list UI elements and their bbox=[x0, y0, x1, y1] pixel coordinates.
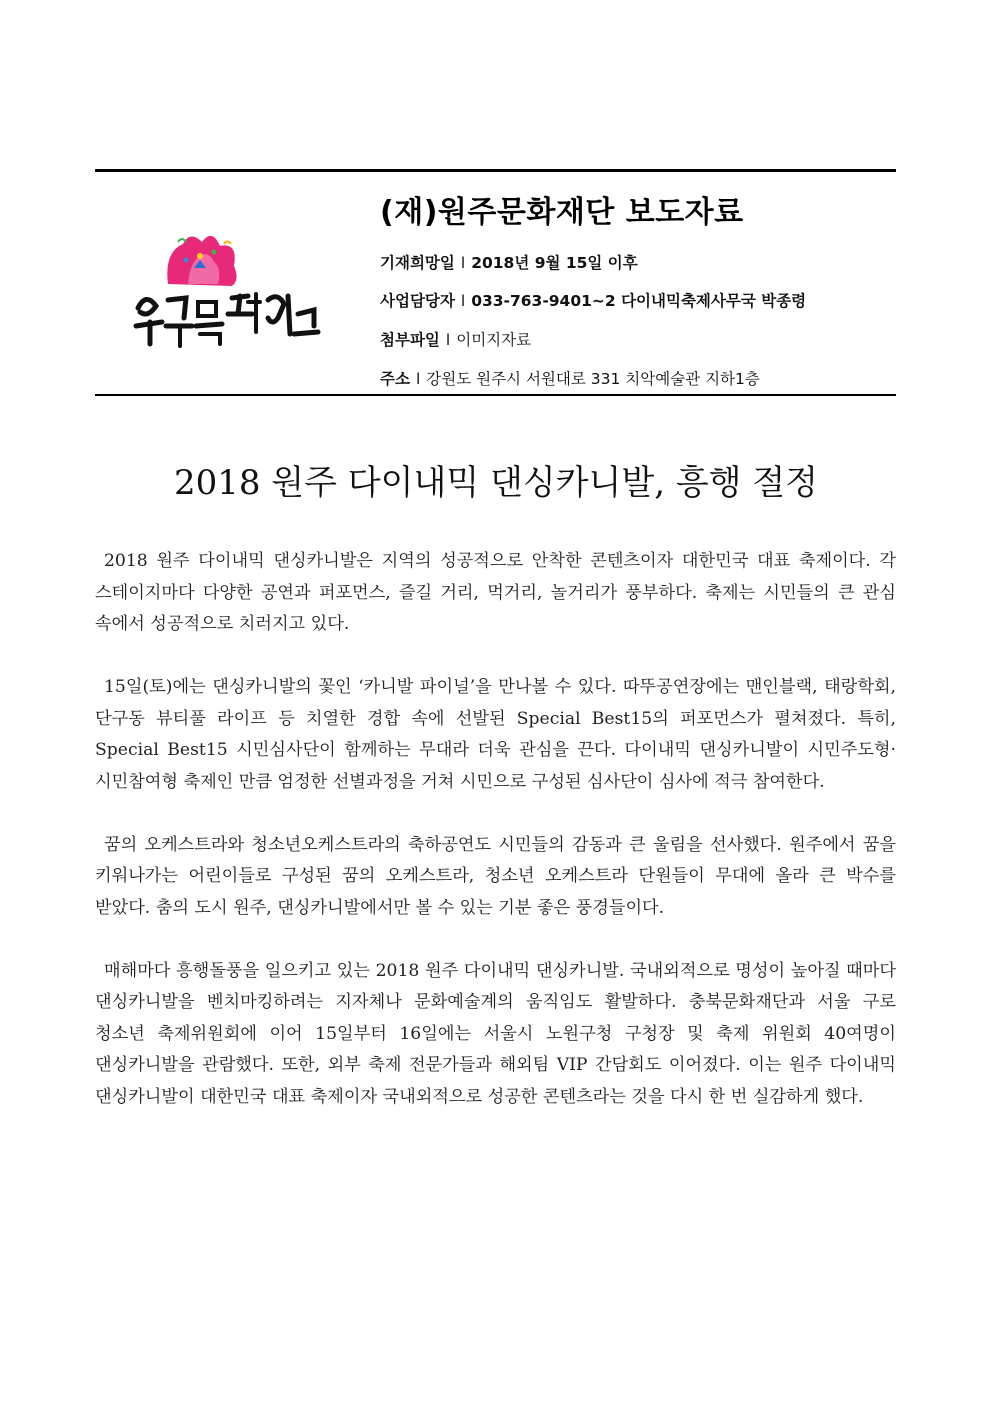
press-release-title: (재)원주문화재단 보도자료 bbox=[380, 195, 744, 230]
article-paragraph: 2018 원주 다이내믹 댄싱카니발은 지역의 성공적으로 안착한 콘텐츠이자 대한민국 대표 축제이다. 각 스테이지마다 다양한 공연과 퍼포먼스, 즐길 거리, 먹거리, 놀거리가 풍부하다. 축제는 시민들의 큰 관심 속에서 성공적으로 치러지고 있다. bbox=[95, 551, 896, 634]
header-top-rule bbox=[95, 169, 896, 172]
meta-value: 2018년 9월 15일 이후 bbox=[471, 254, 638, 272]
article-paragraph: 매해마다 흥행돌풍을 일으키고 있는 2018 원주 다이내믹 댄싱카니발. 국내외적으로 명성이 높아질 때마다 댄싱카니발을 벤치마킹하려는 지자체나 문화예술계의 움직임도 활발하다. 충북문화재단과 서울 구로 청소년 축제위원회에 이어 15일부터 16일에는 서울시 노원구청 구청장 및 축제 위원회 40여명이 댄싱카니발을 관람했다. 또한, 외부 축제 전문가들과 해외팀 VIP 간담회도 이어졌다. 이는 원주 다이내믹 댄싱카니발이 대한민국 대표 축제이자 국내외적으로 성공한 콘텐츠라는 것을 다시 한 번 실감하게 했다. bbox=[95, 960, 896, 1107]
foundation-logo-graphic bbox=[128, 222, 328, 352]
meta-label: 기재희망일 bbox=[380, 254, 455, 272]
meta-label: 주소 bbox=[380, 370, 410, 388]
header-bottom-rule bbox=[95, 394, 896, 396]
meta-value: 강원도 원주시 서원대로 331 치악예술관 지하1층 bbox=[426, 370, 760, 388]
meta-value: 이미지자료 bbox=[456, 331, 532, 349]
meta-separator: l bbox=[460, 292, 466, 310]
meta-value: 033-763-9401~2 다이내믹축제사무국 박종령 bbox=[471, 292, 807, 310]
article-paragraph: 꿈의 오케스트라와 청소년오케스트라의 축하공연도 시민들의 감동과 큰 울림을 선사했다. 원주에서 꿈을 키워나가는 어린이들로 구성된 꿈의 오케스트라, 청소년 오케스트라 단원들이 무대에 올라 큰 박수를 받았다. 춤의 도시 원주, 댄싱카니발에서만 볼 수 있는 기분 좋은 풍경들이다. bbox=[95, 834, 896, 918]
article-paragraph: 15일(토)에는 댄싱카니발의 꽃인 ‘카니발 파이널’을 만나볼 수 있다. 따뚜공연장에는 맨인블랙, 태랑학회, 단구동 뷰티풀 라이프 등 치열한 경합 속에 선발된 Special Best15의 퍼포먼스가 펼쳐졌다. 특히, Special Best15 시민심사단이 함께하는 무대라 더욱 관심을 끈다. 다이내믹 댄싱카니발이 시민주도형·시민참여형 축제인 만큼 엄정한 선별과정을 거쳐 시민으로 구성된 심사단이 심사에 적극 참여한다. bbox=[95, 677, 896, 792]
meta-label: 첨부파일 bbox=[380, 331, 440, 349]
meta-row-desired-date bbox=[380, 251, 638, 273]
meta-row-attachment bbox=[380, 328, 531, 350]
foundation-logo bbox=[128, 222, 328, 352]
meta-label: 사업담당자 bbox=[380, 292, 455, 310]
meta-row-address bbox=[380, 367, 760, 389]
meta-separator: l bbox=[445, 331, 451, 349]
article-headline: 2018 원주 다이내믹 댄싱카니발, 흥행 절정 bbox=[173, 463, 819, 503]
article-body bbox=[95, 546, 896, 1145]
meta-row-contact-person bbox=[380, 289, 806, 311]
meta-separator: l bbox=[415, 370, 421, 388]
meta-separator: l bbox=[460, 254, 466, 272]
